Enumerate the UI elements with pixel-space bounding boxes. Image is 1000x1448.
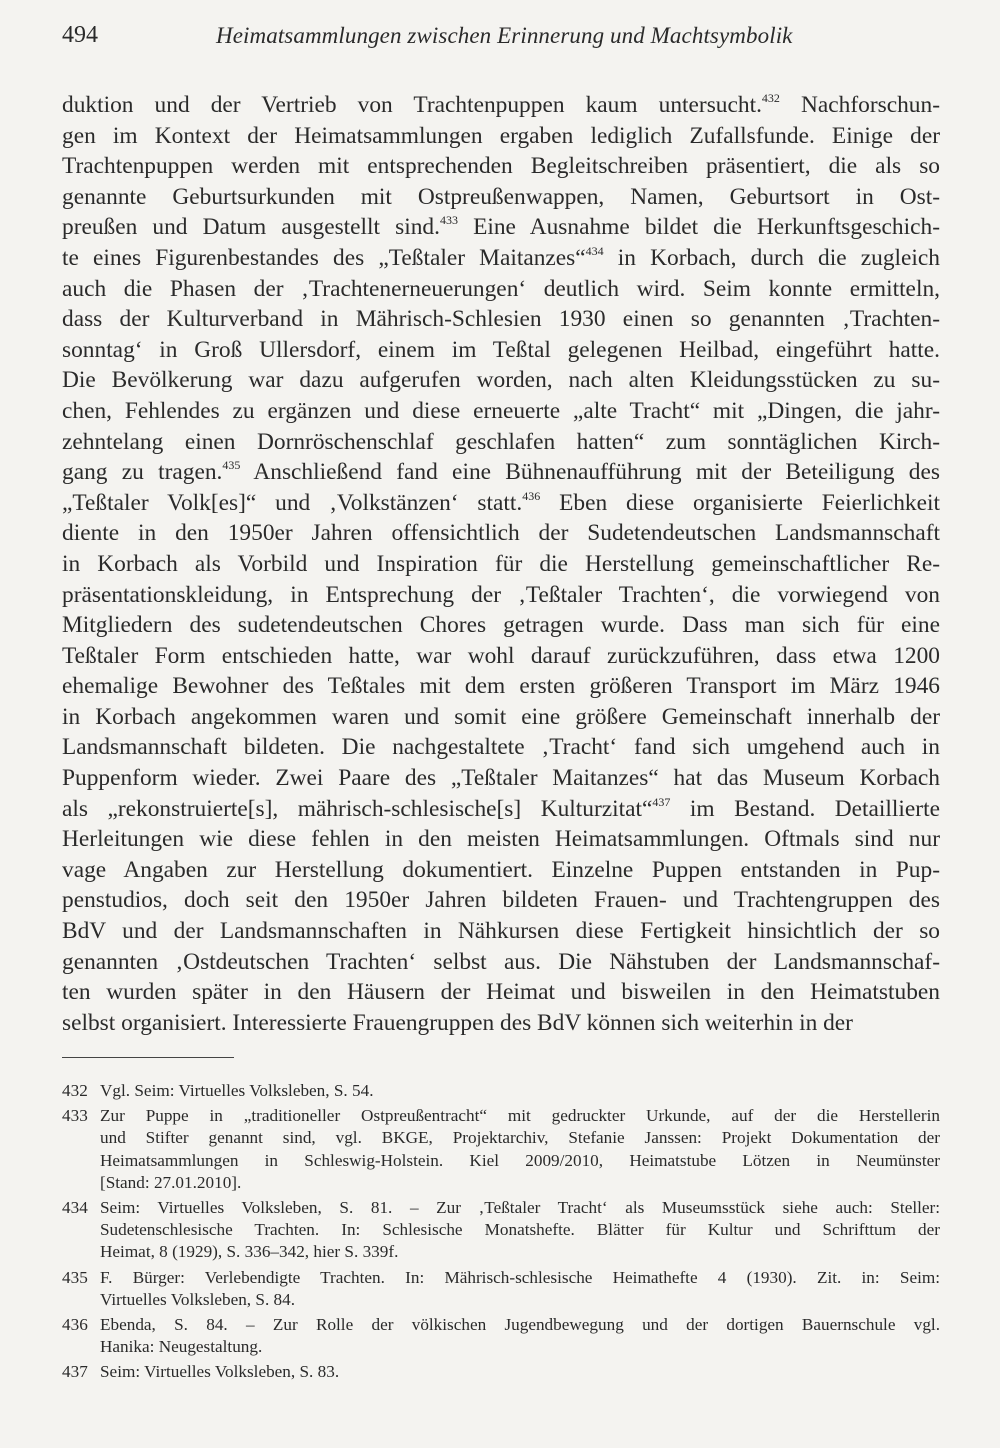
main-text — [62, 90, 940, 1038]
text-line — [62, 151, 940, 182]
footnote-436 — [62, 1314, 940, 1358]
footnote-text-line: F. Bürger: Verlebendigte Trachten. In: Mährisch-schlesische Heimathefte 4 (1930). Zit. in: Seim: — [100, 1267, 940, 1287]
footnote-text-line: Heimatsammlungen in Schleswig-Holstein. Kiel 2009/2010, Heimatstube Lötzen in Neumünster — [100, 1150, 940, 1170]
page-header — [62, 22, 942, 58]
text-line — [62, 794, 940, 825]
text-segment: BdV und der Landsmannschaften in Nähkursen diese Fertigkeit hinsichtlich der so — [62, 918, 940, 945]
footnote-text-line: Sudetenschlesische Trachten. In: Schlesische Monatshefte. Blätter für Kultur und Schrifttum der — [100, 1220, 940, 1240]
text-line — [62, 457, 940, 488]
text-line — [62, 763, 940, 794]
text-line — [62, 396, 940, 427]
footnote-number: 433 — [62, 1106, 88, 1126]
footnote-text-line: Heimat, 8 (1929), S. 336–342, hier S. 339f. — [100, 1242, 399, 1262]
text-segment: penstudios, doch seit den 1950er Jahren bildeten Frauen- und Trachtengruppen des — [62, 887, 940, 914]
footnote-text-line: und Stifter genannt sind, vgl. BKGE, Projektarchiv, Stefanie Janssen: Projekt Dokumentation der — [100, 1128, 940, 1148]
text-segment: gen im Kontext der Heimatsammlungen ergaben lediglich Zufallsfunde. Einige der — [62, 122, 940, 149]
footnote-text-line: Vgl. Seim: Virtuelles Volksleben, S. 54. — [100, 1081, 374, 1100]
text-line — [62, 90, 940, 121]
text-segment: ehemalige Bewohner des Teßtales mit dem ersten größeren Transport im März 1946 — [62, 673, 940, 700]
footnote-text-line: Zur Puppe in „traditioneller Ostpreußentracht“ mit gedruckter Urkunde, auf der die Herstellerin — [100, 1106, 940, 1126]
text-line — [62, 885, 940, 916]
text-line — [62, 671, 940, 702]
text-segment: Die Bevölkerung war dazu aufgerufen worden, nach alten Kleidungsstücken zu su- — [62, 367, 940, 394]
footnote-number: 432 — [62, 1081, 88, 1100]
footnote-reference[interactable]: 436 — [522, 488, 541, 503]
text-segment: als „rekonstruierte[s], mährisch-schlesische[s] Kulturzitat“ — [62, 795, 653, 822]
footnote-number: 434 — [62, 1198, 88, 1218]
text-line — [62, 610, 940, 641]
footnote-number: 437 — [62, 1362, 88, 1382]
text-line — [62, 335, 940, 366]
footnote-text-line: [Stand: 27.01.2010]. — [100, 1172, 242, 1192]
text-segment: vage Angaben zur Herstellung dokumentiert. Einzelne Puppen entstanden in Pup- — [62, 856, 940, 883]
text-line — [62, 580, 940, 611]
text-segment: Puppenform wieder. Zwei Paare des „Teßtaler Maitanzes“ hat das Museum Korbach — [62, 765, 940, 792]
footnote-number: 436 — [62, 1315, 88, 1335]
text-segment: duktion und der Vertrieb von Trachtenpuppen kaum untersucht. — [62, 92, 762, 118]
text-line — [62, 549, 940, 580]
text-line — [62, 1008, 940, 1039]
footnote-text-line: Hanika: Neugestaltung. — [100, 1337, 263, 1357]
text-line — [62, 427, 940, 458]
footnote-reference[interactable]: 432 — [761, 91, 780, 105]
footnote-reference[interactable]: 433 — [439, 213, 458, 228]
footnote-text-line: Ebenda, S. 84. – Zur Rolle der völkischen Jugendbewegung und der dortigen Bauernschule vgl. — [100, 1315, 940, 1335]
text-line — [62, 855, 940, 886]
text-line — [62, 304, 940, 335]
footnote-437 — [62, 1361, 940, 1383]
text-segment: genannte Geburtsurkunden mit Ostpreußenwappen, Namen, Geburtsort in Ost- — [62, 183, 940, 210]
text-line — [62, 824, 940, 855]
text-segment: selbst organisiert. Interessierte Frauengruppen des BdV können sich weiterhin in der — [62, 1009, 853, 1036]
text-line — [62, 916, 940, 947]
footnote-reference[interactable]: 434 — [585, 243, 604, 258]
text-segment: Teßtaler Form entschieden hatte, war wohl darauf zurückzuführen, dass etwa 1200 — [62, 642, 940, 669]
text-line — [62, 947, 940, 978]
footnote-text-line: Seim: Virtuelles Volksleben, S. 83. — [100, 1362, 340, 1382]
text-segment: genannten ‚Ostdeutschen Trachten‘ selbst aus. Die Nähstuben der Landsmannschaf- — [62, 948, 940, 975]
text-segment: „Teßtaler Volk[es]“ und ‚Volkstänzen‘ statt. — [62, 489, 523, 516]
text-line — [62, 977, 940, 1008]
text-segment: diente in den 1950er Jahren offensichtlich der Sudetendeutschen Landsmannschaft — [62, 520, 940, 547]
footnote-separator — [62, 1057, 234, 1058]
text-line — [62, 212, 940, 243]
page-number: 494 — [62, 22, 98, 48]
text-segment: Anschließend fand eine Bühnenaufführung mit der Beteiligung des — [240, 459, 940, 486]
text-segment: ten wurden später in den Häusern der Heimat und bisweilen in den Heimatstuben — [62, 979, 940, 1006]
text-segment: in Korbach angekommen waren und somit eine größere Gemeinschaft innerhalb der — [62, 703, 940, 730]
footnote-reference[interactable]: 435 — [222, 458, 241, 473]
text-segment: Nachforschun- — [779, 92, 940, 118]
text-segment: Eben diese organisierte Feierlichkeit — [540, 489, 940, 516]
text-line — [62, 243, 940, 274]
text-line — [62, 182, 940, 213]
footnote-434 — [62, 1197, 940, 1264]
text-segment: auch die Phasen der ‚Trachtenerneuerungen‘ deutlich wird. Seim konnte ermitteln, — [62, 275, 940, 302]
footnote-435 — [62, 1267, 940, 1311]
text-segment: Eine Ausnahme bildet die Herkunftsgeschich- — [457, 214, 940, 241]
text-segment: Herleitungen wie diese fehlen in den meisten Heimatsammlungen. Oftmals sind nur — [62, 826, 940, 853]
running-title: Heimatsammlungen zwischen Erinnerung und Machtsymbolik — [216, 23, 793, 48]
text-line — [62, 488, 940, 519]
text-segment: dass der Kulturverband in Mährisch-Schlesien 1930 einen so genannten ‚Trachten- — [62, 306, 940, 333]
text-segment: Trachtenpuppen werden mit entsprechenden Begleitschreiben präsentiert, die als so — [62, 153, 940, 180]
footnote-text-line: Seim: Virtuelles Volksleben, S. 81. – Zur ‚Teßtaler Tracht‘ als Museumsstück siehe auch: Steller: — [100, 1198, 940, 1218]
text-segment: im Bestand. Detaillierte — [670, 795, 940, 822]
text-segment: präsentationskleidung, in Entsprechung der ‚Teßtaler Trachten‘, die vorwiegend von — [62, 581, 940, 608]
text-line — [62, 365, 940, 396]
text-line — [62, 518, 940, 549]
footnote-number: 435 — [62, 1267, 88, 1287]
text-segment: zehntelang einen Dornröschenschlaf geschlafen hatten“ zum sonntäglichen Kirch- — [62, 428, 940, 455]
footnote-432 — [62, 1080, 940, 1102]
text-line — [62, 702, 940, 733]
text-segment: gang zu tragen. — [62, 459, 223, 486]
footnote-reference[interactable]: 437 — [652, 794, 671, 809]
text-line — [62, 121, 940, 152]
text-segment: sonntag‘ in Groß Ullersdorf, einem im Teßtal gelegenen Heilbad, eingeführt hatte. — [62, 336, 940, 363]
footnote-433 — [62, 1105, 940, 1194]
text-segment: chen, Fehlendes zu ergänzen und diese erneuerte „alte Tracht“ mit „Dingen, die jahr- — [62, 397, 940, 424]
text-segment: Landsmannschaft bildeten. Die nachgestaltete ‚Tracht‘ fand sich umgehend auch in — [62, 734, 940, 761]
footnotes — [62, 1080, 940, 1387]
text-segment: in Korbach, durch die zugleich — [603, 244, 940, 271]
text-segment: in Korbach als Vorbild und Inspiration für die Herstellung gemeinschaftlicher Re- — [62, 550, 940, 577]
footnote-text-line: Virtuelles Volksleben, S. 84. — [100, 1289, 296, 1309]
text-line — [62, 732, 940, 763]
text-segment: Mitgliedern des sudetendeutschen Chores getragen wurde. Dass man sich für eine — [62, 612, 940, 639]
text-segment: te eines Figurenbestandes des „Teßtaler Maitanzes“ — [62, 244, 586, 271]
text-segment: preußen und Datum ausgestellt sind. — [62, 214, 440, 241]
text-line — [62, 274, 940, 305]
text-line — [62, 641, 940, 672]
